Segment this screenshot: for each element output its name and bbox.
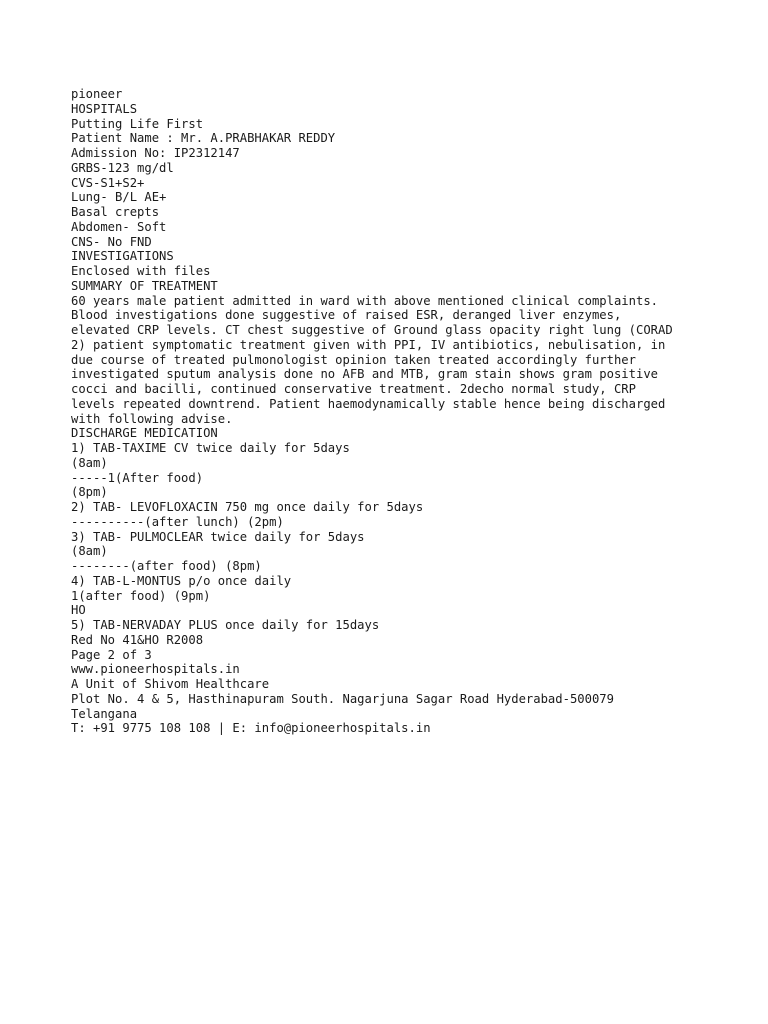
summary-text-line: with following advise. (71, 411, 233, 426)
exam-finding: Abdomen- Soft (71, 219, 167, 234)
patient-name: Patient Name : Mr. A.PRABHAKAR REDDY (71, 131, 336, 146)
hospital-name-line: HOSPITALS (71, 101, 138, 116)
medication-line: 1(after food) (9pm) (71, 588, 211, 603)
page-number: Page 2 of 3 (71, 647, 152, 662)
footer-unit: A Unit of Shivom Healthcare (71, 677, 270, 691)
admission-number: Admission No: IP2312147 (71, 146, 240, 160)
medication-line: 1) TAB-TAXIME CV twice daily for 5days (71, 441, 350, 455)
medication-line: (8am) (71, 455, 108, 470)
section-heading-discharge-medication: DISCHARGE MEDICATION (71, 426, 218, 441)
medication-line: 2) TAB- LEVOFLOXACIN 750 mg once daily for 5days (71, 500, 424, 514)
hospital-name-line: pioneer (71, 87, 123, 101)
summary-text-line: due course of treated pulmonologist opinion taken treated accordingly further (71, 352, 636, 367)
medication-line: 4) TAB-L-MONTUS p/o once daily (71, 573, 292, 588)
summary-text-line: investigated sputum analysis done no AFB and MTB, gram stain shows gram positive (71, 367, 658, 382)
investigations-text: Enclosed with files (71, 264, 211, 278)
summary-text-line: cocci and bacilli, continued conservative treatment. 2decho normal study, CRP (71, 382, 636, 396)
medication-line: ----------(after lunch) (2pm) (71, 514, 284, 529)
document-page (71, 87, 731, 736)
medication-line: HO (71, 603, 86, 618)
summary-text-line: levels repeated downtrend. Patient haemodynamically stable hence being discharged (71, 396, 666, 411)
exam-finding: Basal crepts (71, 205, 160, 219)
medication-line: (8am) (71, 544, 108, 559)
website: www.pioneerhospitals.in (71, 662, 240, 677)
summary-text-line: Blood investigations done suggestive of raised ESR, deranged liver enzymes, (71, 308, 622, 323)
medication-line: (8pm) (71, 485, 108, 500)
section-heading-investigations: INVESTIGATIONS (71, 249, 174, 264)
exam-finding: GRBS-123 mg/dl (71, 160, 174, 175)
footer-contact: T: +91 9775 108 108 | E: info@pioneerhospitals.in (71, 721, 431, 736)
registration-number: Red No 41&HO R2008 (71, 632, 204, 647)
footer-state: Telangana (71, 706, 138, 721)
exam-finding: CNS- No FND (71, 234, 152, 249)
exam-finding: CVS-S1+S2+ (71, 175, 145, 190)
medication-line: 3) TAB- PULMOCLEAR twice daily for 5days (71, 529, 365, 544)
summary-text-line: 2) patient symptomatic treatment given with PPI, IV antibiotics, nebulisation, in (71, 337, 666, 352)
summary-text-line: 60 years male patient admitted in ward with above mentioned clinical complaints. (71, 293, 658, 308)
summary-text-line: elevated CRP levels. CT chest suggestive of Ground glass opacity right lung (CORAD (71, 323, 673, 337)
tagline: Putting Life First (71, 116, 204, 131)
medication-line: -----1(After food) (71, 470, 204, 485)
medication-line: --------(after food) (8pm) (71, 559, 262, 573)
medication-line: 5) TAB-NERVADAY PLUS once daily for 15days (71, 618, 380, 632)
section-heading-summary: SUMMARY OF TREATMENT (71, 278, 218, 293)
exam-finding: Lung- B/L AE+ (71, 190, 167, 205)
footer-address: Plot No. 4 & 5, Hasthinapuram South. Nagarjuna Sagar Road Hyderabad-500079 (71, 691, 614, 706)
